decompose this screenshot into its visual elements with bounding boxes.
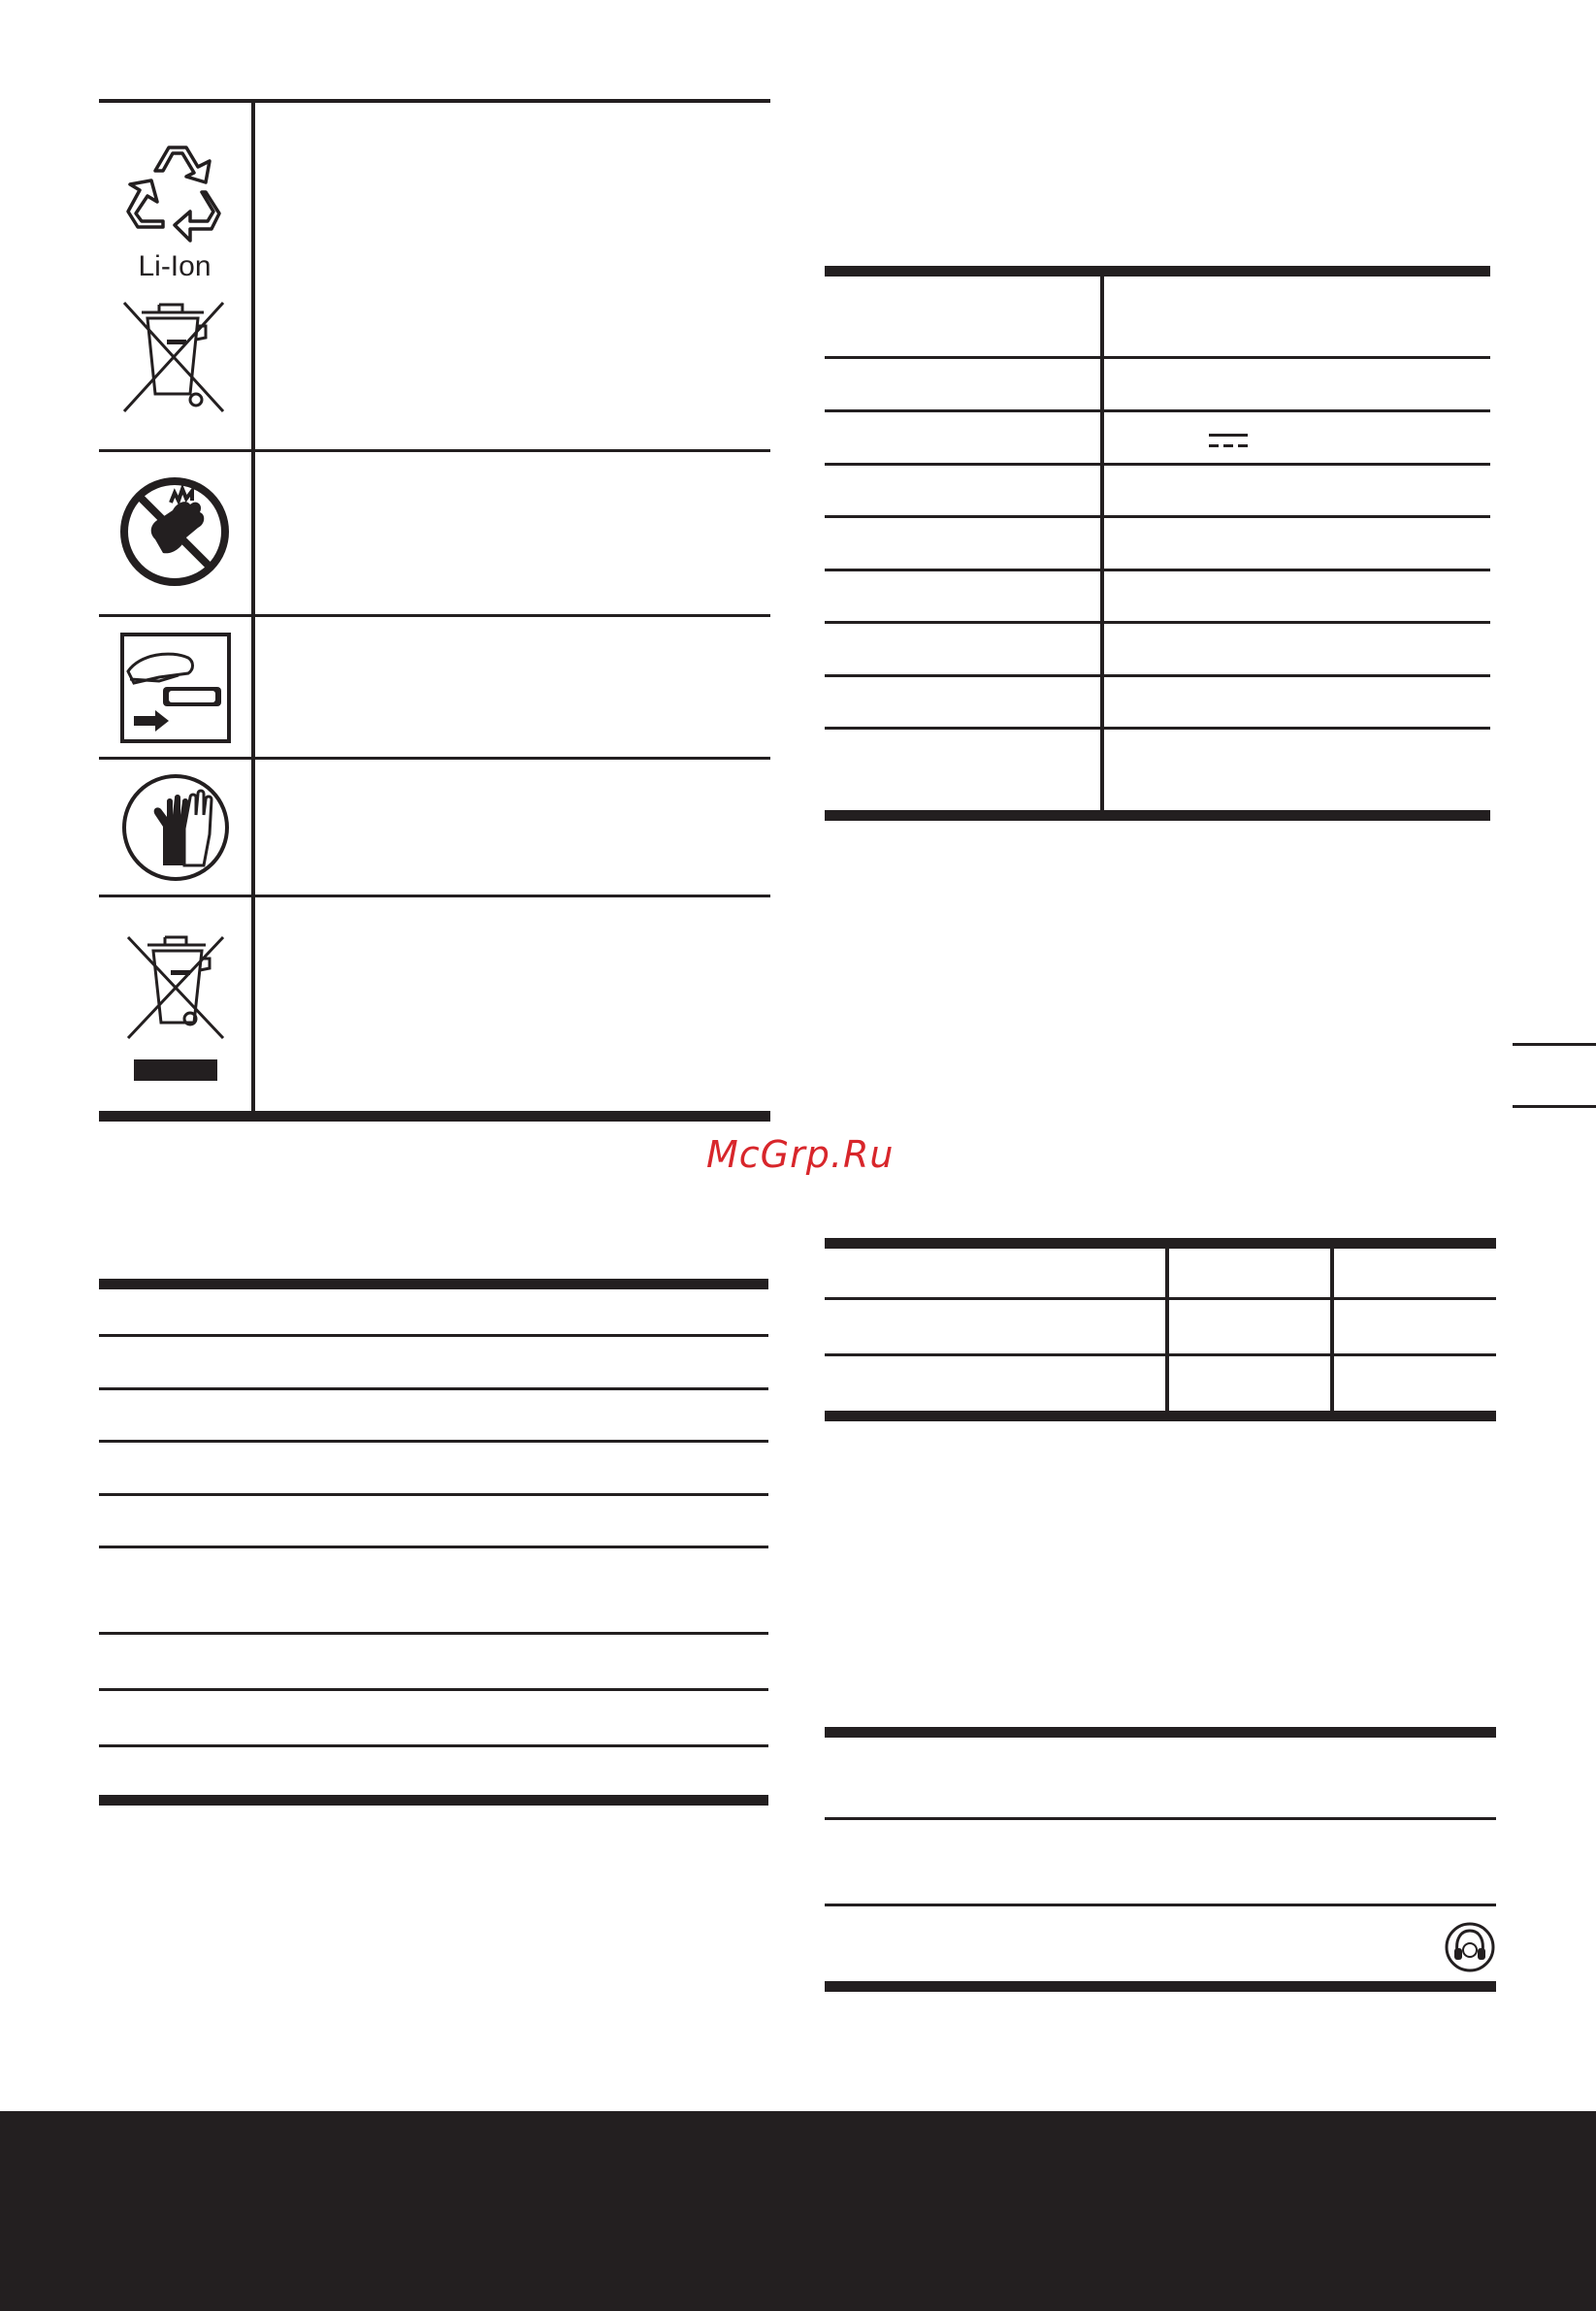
accessories-row-rule: [99, 1744, 768, 1747]
accessories-row-rule: [99, 1440, 768, 1443]
table-row-rule: [825, 674, 1490, 677]
table-row-rule: [825, 463, 1490, 466]
accessories-row-rule: [99, 1632, 768, 1635]
wear-gloves-icon: [120, 772, 231, 883]
table-row-rule: [825, 621, 1490, 624]
table-row-rule: [825, 409, 1490, 412]
symbols-row-rule: [99, 614, 770, 617]
accessories-row-rule: [99, 1493, 768, 1496]
table-bottom-rule: [825, 810, 1490, 821]
vibration-bottom-rule: [825, 1411, 1496, 1421]
table-row-rule: [825, 569, 1490, 571]
accessories-bottom-rule: [99, 1795, 768, 1806]
noise-row-rule: [825, 1904, 1496, 1906]
table-row-rule: [825, 356, 1490, 359]
accessories-top-rule: [99, 1279, 768, 1289]
vibration-row-rule: [825, 1353, 1496, 1356]
accessories-row-rule: [99, 1387, 768, 1390]
page-footer-band: [0, 2111, 1596, 2311]
symbols-table-top-rule: [99, 99, 770, 103]
li-ion-label: Li-Ion: [138, 250, 212, 282]
symbols-row-rule: [99, 895, 770, 897]
battery-remove-icon: [120, 633, 231, 743]
recycle-icon: [118, 132, 233, 243]
crossed-bin-icon: [120, 299, 229, 415]
noise-bottom-rule: [825, 1981, 1496, 1992]
noise-top-rule: [825, 1727, 1496, 1738]
symbols-table-bottom-rule: [99, 1111, 770, 1122]
symbols-row-rule: [99, 449, 770, 452]
accessories-row-rule: [99, 1546, 768, 1548]
vibration-column-divider: [1165, 1248, 1169, 1413]
vibration-row-rule: [825, 1297, 1496, 1300]
symbols-row-rule: [99, 757, 770, 760]
margin-tab-rule: [1513, 1043, 1596, 1046]
symbols-table-divider: [251, 101, 255, 1114]
margin-tab-rule: [1513, 1105, 1596, 1108]
table-row-rule: [825, 515, 1490, 518]
vibration-column-divider: [1330, 1248, 1334, 1413]
accessories-row-rule: [99, 1688, 768, 1691]
noise-row-rule: [825, 1817, 1496, 1820]
table-top-rule: [825, 266, 1490, 277]
ear-protection-icon: [1444, 1921, 1496, 1973]
watermark: McGrp.Ru: [706, 1133, 895, 1176]
dc-current-icon: [1209, 433, 1250, 450]
no-fire-icon: [118, 475, 231, 588]
vibration-top-rule: [825, 1238, 1496, 1249]
accessories-row-rule: [99, 1334, 768, 1337]
table-row-rule: [825, 727, 1490, 730]
weee-bin-icon: [122, 931, 229, 1087]
